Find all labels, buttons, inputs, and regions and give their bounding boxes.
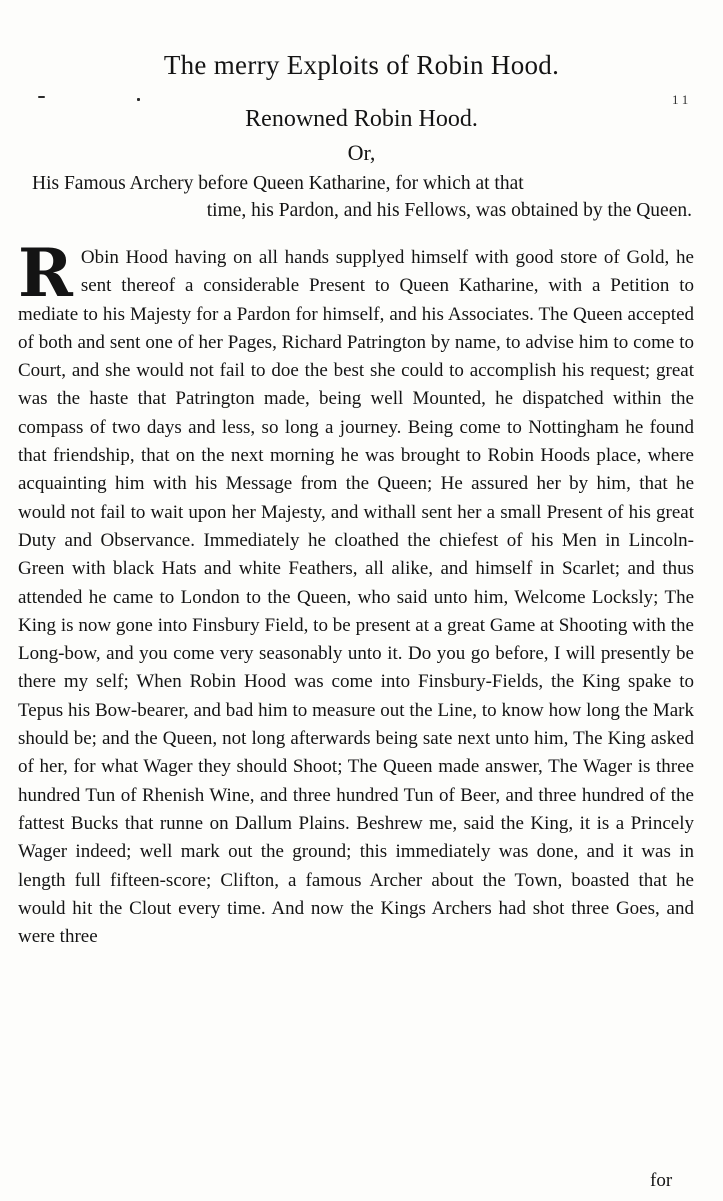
ink-speck (38, 96, 45, 98)
drop-cap: R (18, 234, 73, 312)
catchword: for (650, 1170, 673, 1191)
subtitle-line-1: His Famous Archery before Queen Katharine, for which at that (32, 173, 524, 194)
chapter-title: Renowned Robin Hood. (245, 106, 478, 132)
body-text: Obin Hood having on all hands supplyed himself with good store of Gold, he sent thereof a considerable Present to Queen Katharine, with a Petition to mediate to his Majesty for a Pardon for himself, and his Associates. The Queen accepted of both and sent one of her Pages, Richard Patrington by name, to advise him to come to Court, and she would not fail to doe the best she could to accomplish his request; great was the haste that Patrington made, being well Mounted, he dispatched within the compass of two days and less, so long a journey. Being come to Nottingham he found that friendship, that on the next morning he was brought to Robin Hoods place, where acquainting him with his Message from the Queen; He assured her by him, that he would not fail to wait upon her Majesty, and withall sent her a small Present of his great Duty and Observance. Immediately he cloathed the chiefest of his Men in Lincoln-Green with black Hats and white Feathers, all alike, and himself in Scarlet; and thus attended he came to London to the Queen, who said unto him, Welcome Locksly; The King is now gone into Finsbury Field, to be present at a great Game at Shooting with the Long-bow, and you come very seasonably unto it. Do you go before, I will presently be there my self; When Robin Hood was come into Finsbury-Fields, the King spake to Tepus his Bow-bearer, and bad him to measure out the Line, to know how long the Mark should be; and the Queen, not long afterwards being sate next unto him, The King asked of her, for what Wager they should Shoot; The Queen made answer, The Wager is three hundred Tun of Rhenish Wine, and three hundred Tun of Beer, and three hundred of the fattest Bucks that runne on Dallum Plains. Beshrew me, said the King, it is a Princely Wager indeed; well mark out the ground; this immediately was done, and it was in length full fifteen-score; Clifton, a famous Archer about the Town, boasted that he would hit the Clout every time. And now the Kings Archers had shot three Goes, and were three (18, 247, 694, 948)
page-mark: 1 1 (672, 92, 689, 107)
chapter-or: Or, (347, 140, 376, 165)
running-title: The merry Exploits of Robin Hood. (163, 50, 560, 80)
ink-speck (137, 98, 140, 101)
chapter-subtitle (20, 170, 692, 224)
subtitle-line-2: time, his Pardon, and his Fellows, was obtained by the Queen. (206, 200, 692, 221)
body-paragraph (18, 234, 694, 951)
